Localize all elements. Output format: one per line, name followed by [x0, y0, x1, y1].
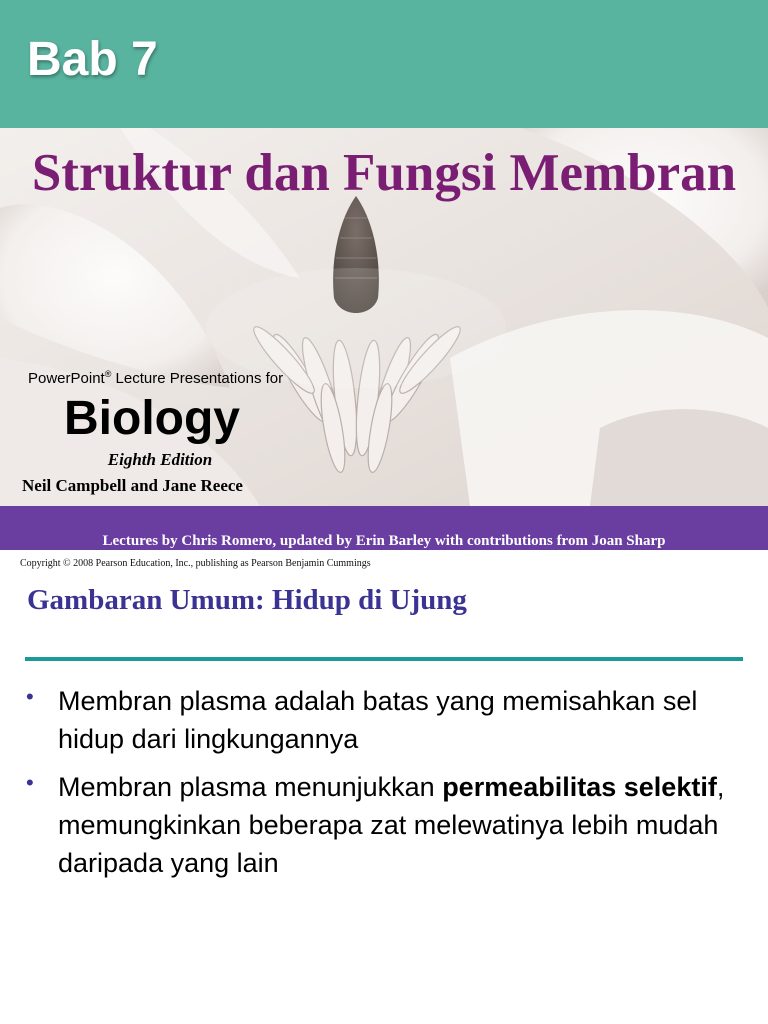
series-line — [28, 365, 283, 388]
heading-divider — [25, 657, 743, 661]
bullet-text: Membran plasma adalah batas yang memisahkan sel hidup dari lingkungannya — [58, 686, 698, 754]
bullet-text-before: Membran plasma menunjukkan — [58, 772, 443, 802]
registered-mark: ® — [104, 369, 112, 379]
bullet-item — [0, 682, 738, 758]
series-prefix: PowerPoint — [28, 370, 105, 387]
bullet-text-after: , memungkinkan beberapa zat melewatinya lebih mudah daripada yang lain — [58, 772, 725, 878]
lecture-credits: Lectures by Chris Romero, updated by Erin Barley with contributions from Joan Sharp — [102, 533, 666, 549]
series-suffix: Lecture Presentations for — [111, 370, 284, 387]
content-slide — [0, 576, 768, 1024]
edition: Eighth Edition — [107, 450, 213, 469]
bullet-list — [0, 682, 768, 882]
chapter-label: Bab 7 — [27, 33, 158, 86]
authors: Neil Campbell and Jane Reece — [22, 476, 243, 495]
slide-heading: Gambaran Umum: Hidup di Ujung — [27, 584, 467, 616]
bullet-marker: • — [26, 684, 34, 709]
book-title: Biology — [64, 392, 240, 445]
bullet-item — [0, 768, 738, 882]
slide-title: Struktur dan Fungsi Membran — [31, 144, 737, 202]
copyright-notice: Copyright © 2008 Pearson Education, Inc., publishing as Pearson Benjamin Cummings — [20, 558, 371, 569]
bullet-marker: • — [26, 770, 34, 795]
bullet-bold-term: permeabilitas selektif — [442, 772, 717, 802]
